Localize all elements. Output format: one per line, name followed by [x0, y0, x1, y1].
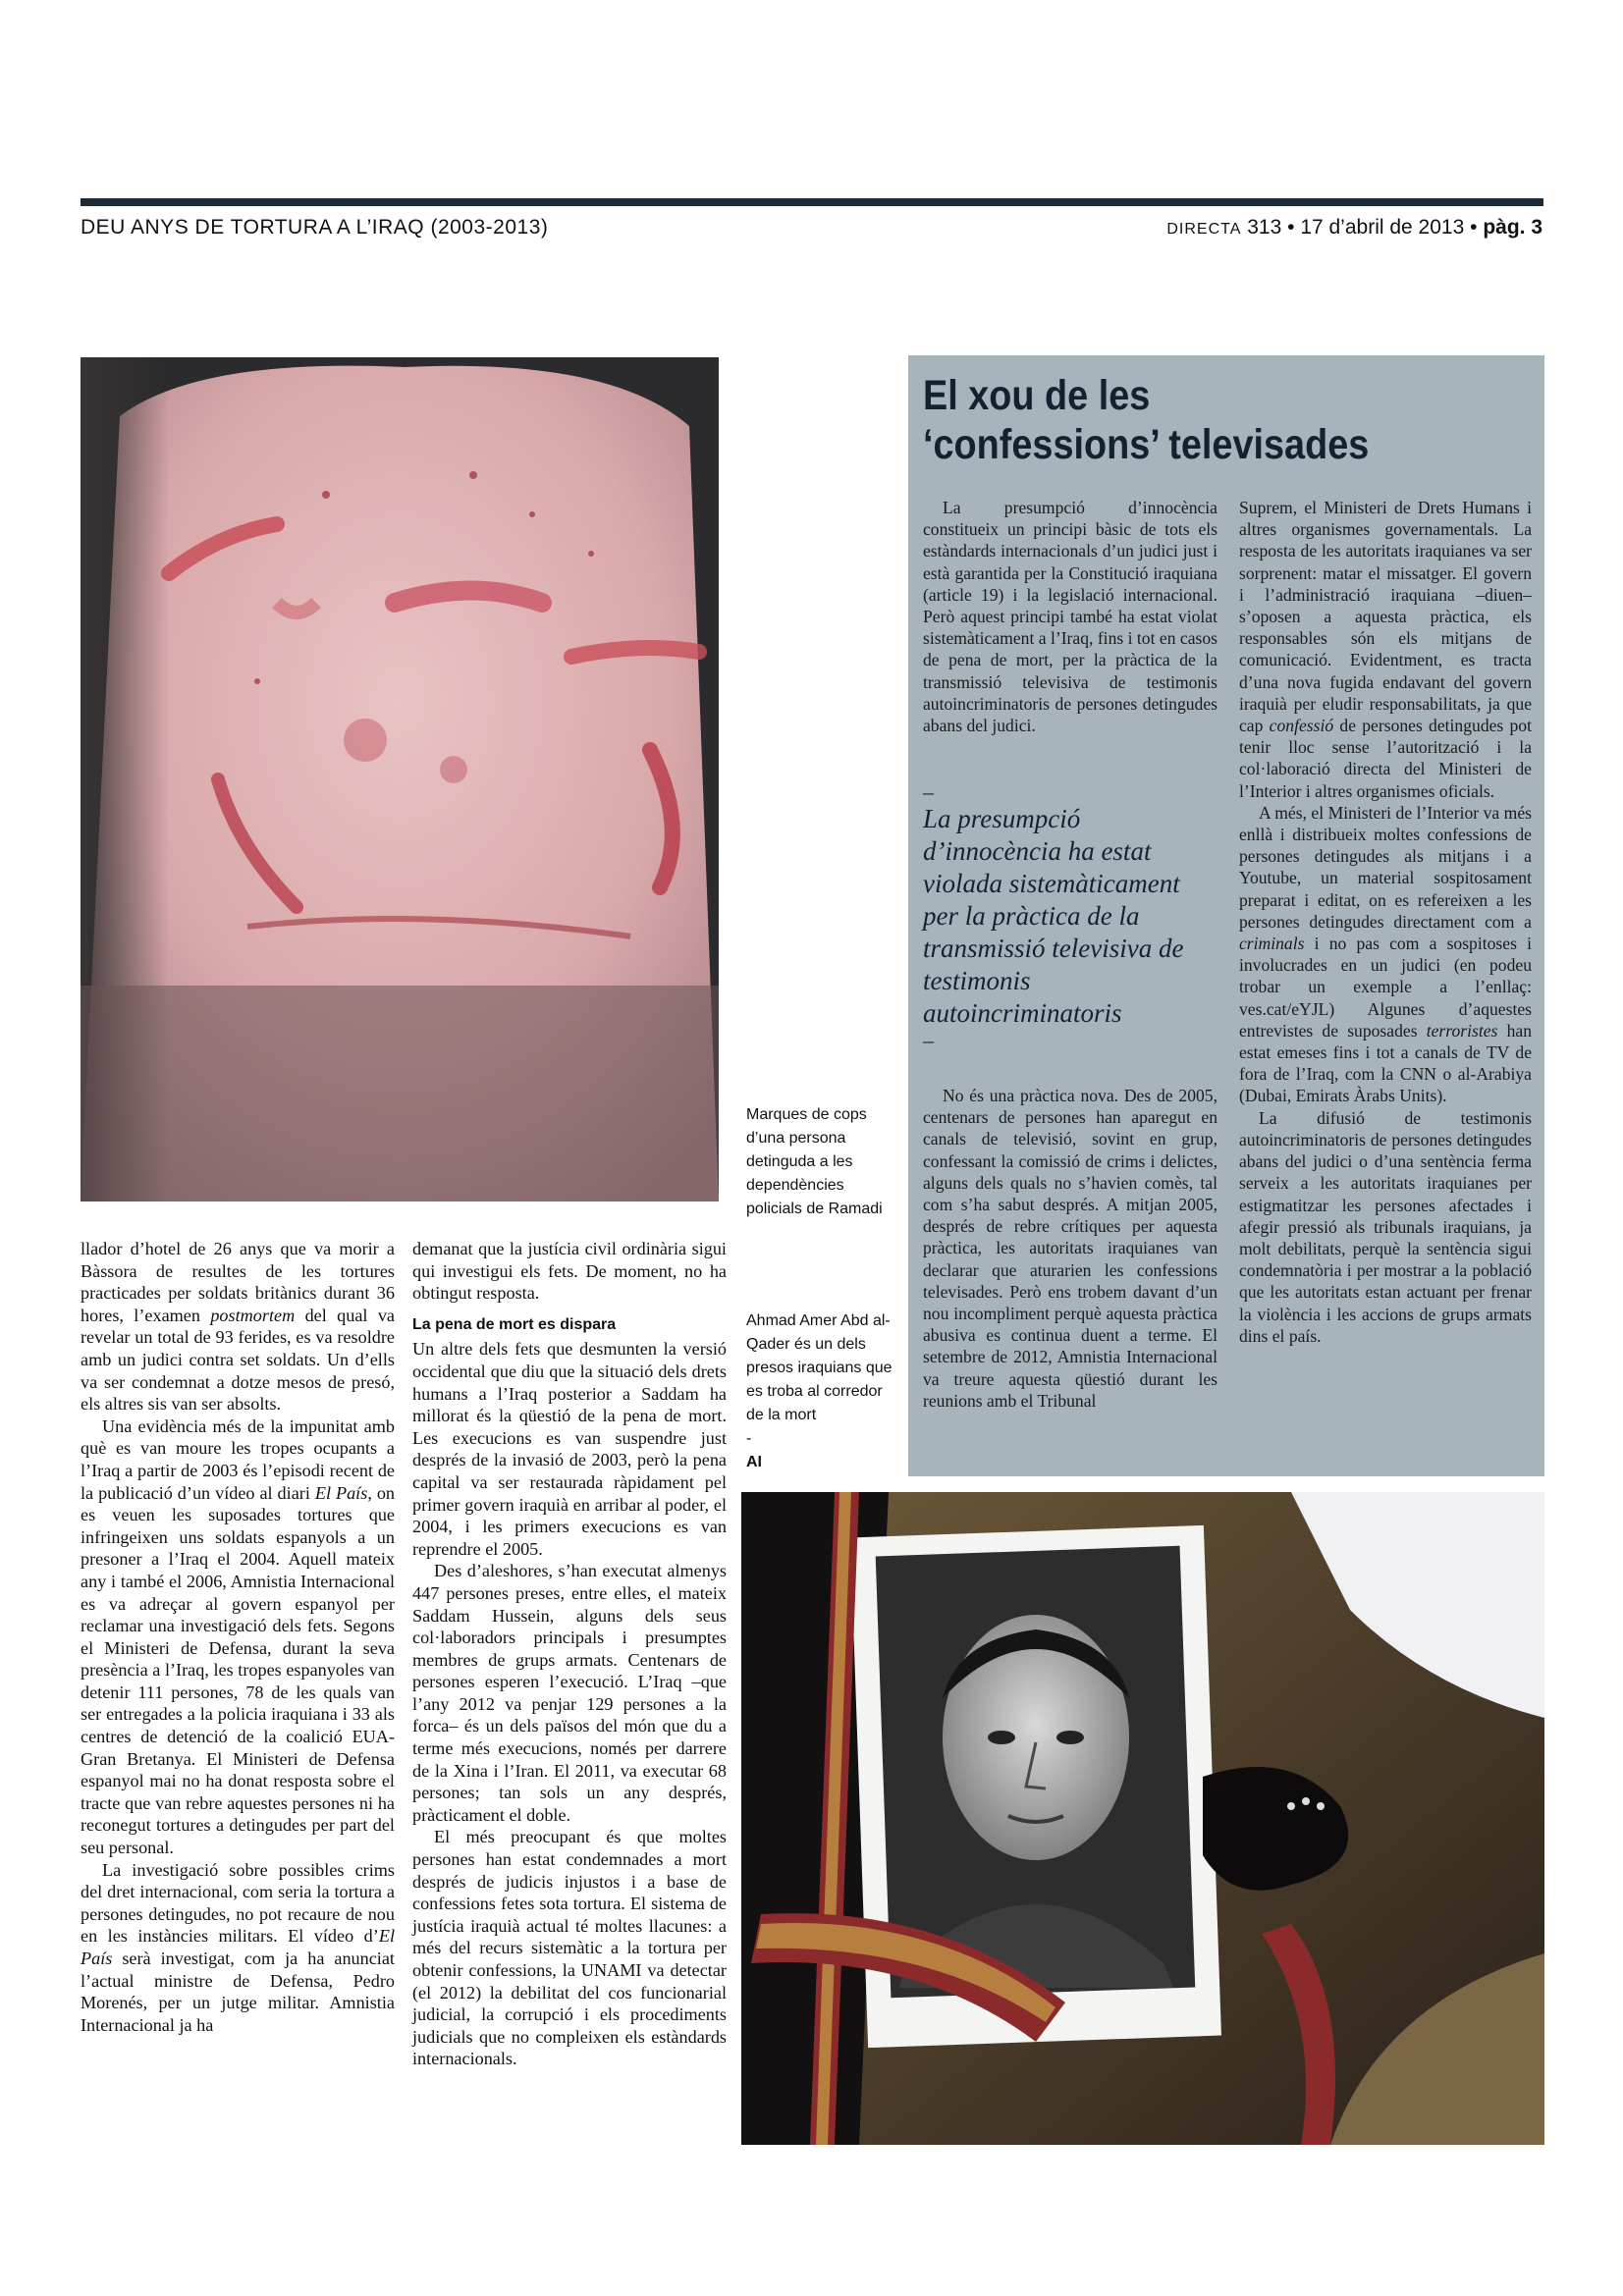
article-paragraph: Una evidència més de la impunitat amb què es van moure les tropes ocupants a l’Iraq a partir de 2003 és l’episodi recent de la publicació d’un vídeo al diari El País, on es veuen les suposades tortures que infringeixen uns soldats espanyols a un presoner a l’Iraq el 2004. Aquell mateix any i també el 2006, Amnistia Internacional es va adreçar al govern espanyol per reclamar una investigació dels fets. Segons el Ministeri de Defensa, durant la seva presència a l’Iraq, les tropes espanyoles van detenir 111 persones, 78 de les quals van ser entregades a la policia iraquiana i 33 als centres de detenció de la coalició EUA-Gran Bretanya. El Ministeri de Defensa espanyol mai no ha donat resposta sobre el tracte que van rebre aquestes persones ni ha reconegut tortures a detingudes per part del seu personal.: [81, 1415, 396, 1858]
photo2-caption-dash: -: [746, 1430, 752, 1447]
pull-quote-dash-bottom: –: [923, 1028, 934, 1052]
prisoner-portrait-image: [741, 1492, 1544, 2145]
photo-injured-back: [81, 357, 719, 1201]
article-paragraph: demanat que la justícia civil ordinària sigui qui investigui els fets. De moment, no ha obtingut resposta.: [412, 1239, 727, 1304]
photo2-credit: AI: [746, 1454, 762, 1470]
photo-prisoner-portrait: [741, 1492, 1544, 2145]
page-info: DIRECTA 313 • 17 d’abril de 2013 • pàg. 3: [1166, 216, 1542, 239]
sidebar-column-2: [1239, 497, 1532, 1347]
article-paragraph: Des d’aleshores, s’han executat almenys 447 persones preses, entre elles, el mateix Saddam Hussein, alguns dels seus col·laboradors principals i presumptes membres de grups armats. Centenars de persones esperen l’execució. L’Iraq –que l’any 2012 va penjar 129 persones a la forca– és un dels països del món que du a terme més execucions, només per darrere de la Xina i l’Iran. El 2011, va executar 68 persones; tan sols un any després, pràcticament el doble.: [412, 1561, 727, 1825]
sidebar-title: El xou de les ‘confessions’ televisades: [923, 372, 1370, 468]
pull-quote-text: La presumpció d’innocència ha estat violada sistemàticament per la pràctica de la transmissió televisiva de testimonis autoincriminatoris: [923, 804, 1184, 1028]
sidebar-paragraph: No és una pràctica nova. Des de 2005, centenars de persones han aparegut en canals de televisió, sovint en grup, confessant la comissió de crims i delictes, alguns dels quals no s’havien comès, tal com s’ha sabut després. A mitjan 2005, després de rebre crítiques per aquesta pràctica, les autoritats iraquianes van declarar que aturarien les confessions televisades. Però ens trobem davant d’un nou incompliment perquè aquesta pràctica abusiva es continua duent a terme. El setembre de 2012, Amnistia Internacional va treure aquesta qüestió durant les reunions amb el Tribunal: [923, 1086, 1217, 1411]
sidebar-paragraph: A més, el Ministeri de l’Interior va més enllà i distribueix moltes confessions de persones detingudes als mitjans i a Youtube, un material sospitosament preparat i editat, on es refereixen a les persones detingudes directament com a criminals i no pas com a sospitoses i involucrades en un judici (en podeu trobar un exemple a l’enllaç: ves.cat/eYJL) Algunes d’aquestes entrevistes de suposades terroristes han estat emeses fins i tot a canals de TV de fora de l’Iraq, com la CNN o al-Arabiya (Dubai, Emirats Àrabs Units).: [1239, 802, 1532, 1106]
article-paragraph: llador d’hotel de 26 anys que va morir a Bàssora de resultes de les tortures practicades per soldats britànics durant 36 hores, l’examen postmortem del qual va revelar un total de 93 ferides, es va resoldre amb un judici contra set soldats. Un d’ells va ser condemnat a dotze mesos de presó, els altres sis van ser absolts.: [81, 1239, 395, 1415]
article-column-1: [81, 1238, 395, 2036]
injured-back-image: [81, 357, 719, 1201]
article-paragraph: La investigació sobre possibles crims del dret internacional, com seria la tortura a persones detingudes, no pot recaure de nou en les instàncies militars. El vídeo d’El País serà investigat, com ja ha anunciat l’actual ministre de Defensa, Pedro Morenés, per un jutge militar. Amnistia Internacional ja ha: [81, 1859, 395, 2035]
photo2-caption-text: Ahmad Amer Abd al-Qader és un dels presos iraquians que es troba al corredor de la mort: [746, 1312, 893, 1423]
photo1-caption: Marques de cops d’una persona detinguda a les dependències policials de Ramadi: [746, 1106, 883, 1217]
article-paragraph: El més preocupant és que moltes persones han estat condemnades a mort després de judicis injustos i a base de confessions fetes sota tortura. El sistema de justícia iraquià actual té moltes llacunes: a més del recurs sistemàtic a la tortura per obtenir confessions, la UNAMI va detectar (el 2012) la debilitat del cos funcionarial judicial, la corrupció i els procediments judicials que no compleixen els estàndards internacionals.: [412, 1827, 727, 2069]
sidebar-paragraph: Suprem, el Ministeri de Drets Humans i altres organismes governamentals. La resposta de les autoritats iraquianes va ser sorprenent: matar el missatger. El govern i l’administració iraquiana –diuen– s’oposen a aquesta pràctica, els responsables són els mitjans de comunicació. Evidentment, es tracta d’una nova fugida endavant del govern iraquià per eludir responsabilitats, ja que cap confessió de persones detingudes pot tenir lloc sense l’autorització i la col·laboració directa del Ministeri de l’Interior i altres organismes oficials.: [1239, 498, 1532, 801]
publication-name: DIRECTA: [1166, 221, 1242, 238]
pull-quote: [923, 781, 1217, 1051]
photo2-caption: [746, 1309, 893, 1474]
article-paragraph: Un altre dels fets que desmunten la versió occidental que diu que la situació dels drets humans a l’Iraq posterior a Saddam ha millorat és la qüestió de la pena de mort. Les execucions es van suspendre just després de la invasió de 2003, però la pena capital va ser restaurada ràpidament pel primer govern iraquià en arribar al poder, el 2004, i les primers execucions es van reprendre el 2005.: [412, 1339, 727, 1559]
sidebar-paragraph: La difusió de testimonis autoincriminatoris de persones detingudes abans del judici o d’una sentència ferma serveix a les autoritats iraquianes per estigmatitzar les persones afectades i afegir pressió als tribunals iraquians, ja molt debilitats, perquè la sentència sigui condemnatòria i per mostrar a la població que les autoritats estan actuant per frenar la violència i les accions de grups armats dins el país.: [1239, 1107, 1532, 1346]
issue-date: 17 d’abril de 2013: [1300, 216, 1465, 239]
pull-quote-dash-top: –: [923, 779, 934, 804]
article-column-2: [412, 1238, 727, 2070]
sidebar-column-1-bottom: [923, 1085, 1217, 1412]
sidebar-column-1-top: [923, 497, 1217, 736]
page-number: pàg. 3: [1483, 216, 1542, 239]
issue-number: 313: [1247, 216, 1282, 239]
section-title: DEU ANYS DE TORTURA A L’IRAQ (2003-2013): [81, 216, 549, 239]
header-rule: [81, 198, 1543, 206]
sidebar-paragraph: La presumpció d’innocència constitueix un principi bàsic de tots els estàndards internacionals d’un judici just i està garantida per la Constitució iraquiana (article 19) i la legislació internacional. Però aquest principi també ha estat violat sistemàticament a l’Iraq, fins i tot en casos de pena de mort, per la pràctica de la transmissió televisiva de testimonis autoincriminatoris de persones detingudes abans del judici.: [923, 498, 1217, 736]
subheading: La pena de mort es dispara: [412, 1315, 617, 1333]
